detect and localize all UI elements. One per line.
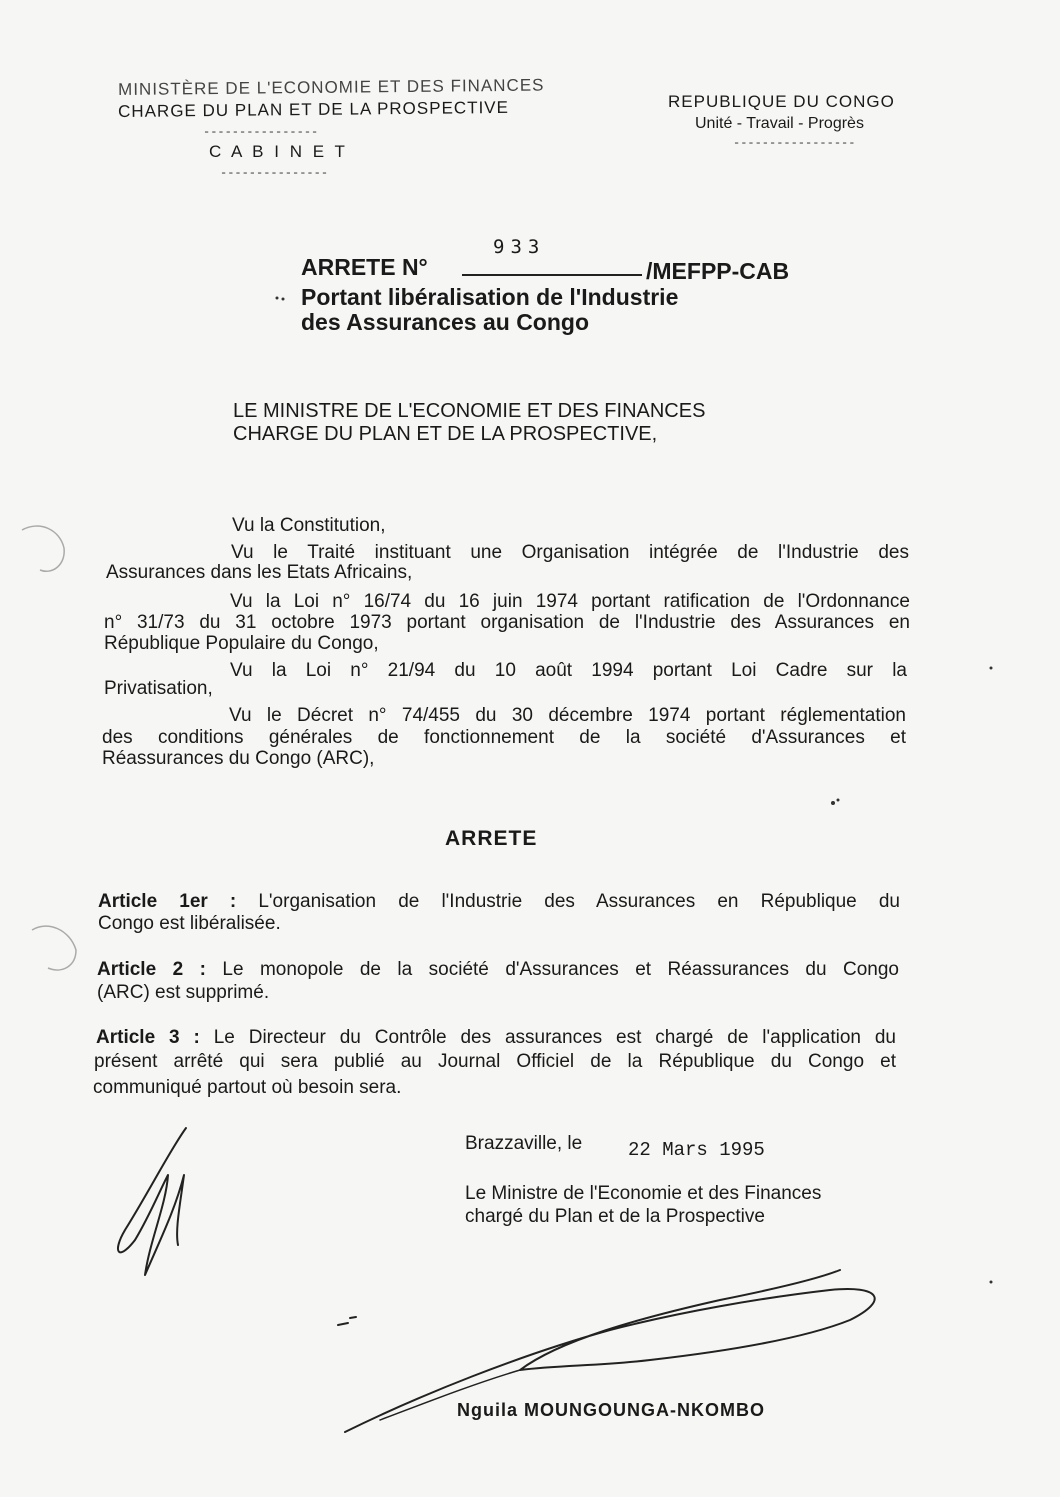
article-1-label: Article 1er :: [98, 891, 237, 912]
signature-mark: [345, 1270, 875, 1432]
consideration-loi-1674-l2: n° 31/73 du 31 octobre 1973 portant organisation de l'Industrie des Assurances en: [104, 612, 910, 633]
article-1-text-l2: Congo est libéralisée.: [98, 913, 281, 934]
minister-title-line2: chargé du Plan et de la Prospective: [465, 1206, 765, 1227]
minister-heading-line1: LE MINISTRE DE L'ECONOMIE ET DES FINANCES: [233, 400, 706, 422]
national-motto: Unité - Travail - Progrès: [695, 115, 864, 132]
signatory-name: Nguila MOUNGOUNGA-NKOMBO: [457, 1400, 765, 1420]
paraph-mark: [118, 1128, 186, 1275]
consideration-loi-2194-l2: Privatisation,: [104, 678, 213, 699]
article-2-text-l2: (ARC) est supprimé.: [97, 982, 270, 1003]
consideration-constitution: Vu la Constitution,: [232, 515, 386, 536]
decree-subject-line2: des Assurances au Congo: [301, 309, 590, 335]
consideration-treaty-l2: Assurances dans les Etats Africains,: [106, 562, 413, 583]
decree-prefix: ARRETE N°: [301, 254, 428, 280]
ministry-line1: MINISTÈRE DE L'ECONOMIE ET DES FINANCES: [118, 75, 545, 99]
article-3-text-l2: présent arrêté qui sera publié au Journal Officiel de la République du Congo et: [94, 1051, 896, 1072]
ministry-line2: CHARGE DU PLAN ET DE LA PROSPECTIVE: [118, 97, 510, 121]
minister-title-line1: Le Ministre de l'Economie et des Finances: [465, 1183, 822, 1204]
minister-heading-line2: CHARGE DU PLAN ET DE LA PROSPECTIVE,: [233, 423, 658, 445]
article-2-label: Article 2 :: [97, 959, 206, 980]
header-right-separator: -----------------: [733, 136, 856, 150]
article-2-text-l1: Le monopole de la société d'Assurances et Réassurances du Congo: [222, 959, 899, 980]
cabinet-label: C A B I N E T: [209, 142, 348, 161]
article-3-text-l3: communiqué partout où besoin sera.: [93, 1077, 402, 1098]
header-left-separator: ----------------: [203, 125, 319, 139]
consideration-loi-1674-l3: République Populaire du Congo,: [104, 633, 379, 654]
article-3-text-l1: Le Directeur du Contrôle des assurances est chargé de l'application du: [213, 1027, 896, 1048]
decree-number-handwritten: 933: [493, 236, 546, 258]
consideration-loi-1674-l1: Vu la Loi n° 16/74 du 16 juin 1974 portant ratification de l'Ordonnance: [230, 591, 910, 612]
consideration-decret-l2: des conditions générales de fonctionnement de la société d'Assurances et: [102, 727, 906, 748]
country-name: REPUBLIQUE DU CONGO: [668, 92, 895, 111]
cabinet-separator: ---------------: [220, 166, 329, 180]
consideration-decret-l1: Vu le Décret n° 74/455 du 30 décembre 1974 portant réglementation: [229, 705, 906, 726]
arrete-heading: ARRETE: [445, 827, 538, 850]
consideration-decret-l3: Réassurances du Congo (ARC),: [102, 748, 375, 769]
closing-date: 22 Mars 1995: [628, 1139, 765, 1161]
decree-subject-line1: Portant libéralisation de l'Industrie: [301, 284, 679, 310]
decree-suffix: /MEFPP-CAB: [646, 258, 790, 284]
consideration-loi-2194-l1: Vu la Loi n° 21/94 du 10 août 1994 portant Loi Cadre sur la: [230, 660, 907, 681]
article-3-label: Article 3 :: [96, 1027, 200, 1048]
closing-place: Brazzaville, le: [465, 1133, 583, 1154]
consideration-treaty-l1: Vu le Traité instituant une Organisation intégrée de l'Industrie des: [231, 542, 909, 563]
article-1-text-l1: L'organisation de l'Industrie des Assurances en République du: [258, 891, 901, 912]
